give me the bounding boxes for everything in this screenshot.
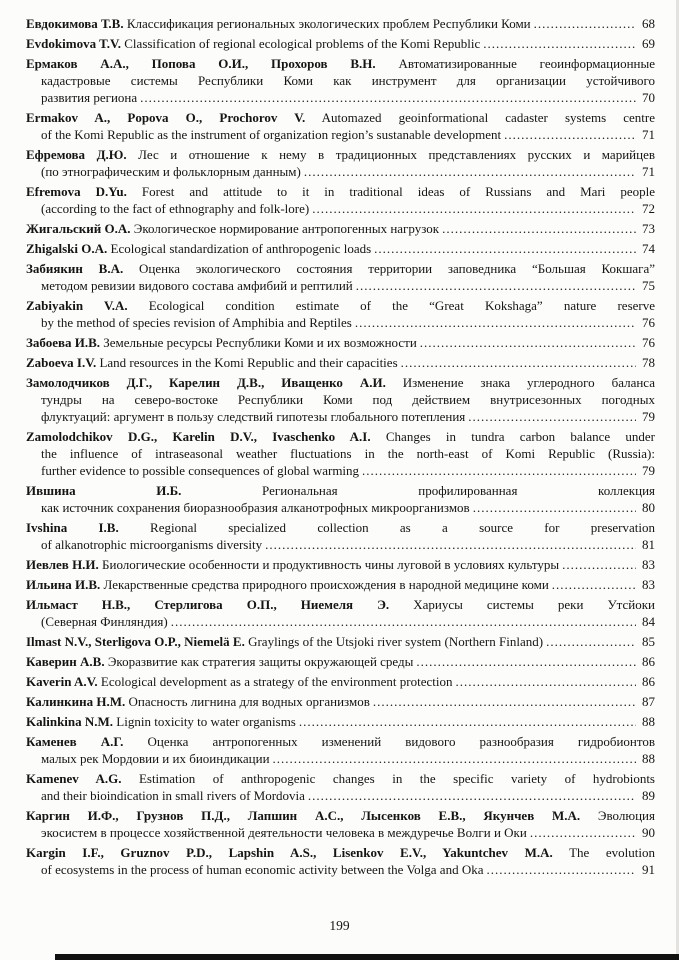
toc-entry: [26, 240, 655, 257]
leader-dots: [420, 334, 636, 351]
entry-text: Evdokimova T.V. Classification of regional ecological problems of the Komi Republic: [26, 36, 481, 51]
entry-text: Zhigalski O.A. Ecological standardization of anthropogenic loads: [26, 241, 372, 256]
entry-page-number: 83: [642, 577, 655, 592]
toc-entry: [26, 15, 655, 32]
leader-dots: [362, 462, 636, 479]
toc-entry-line: [26, 72, 655, 89]
leader-dots: [312, 200, 636, 217]
leader-dots: [273, 750, 636, 767]
toc-entry-line: [26, 163, 655, 180]
entry-text: Efremova D.Yu. Forest and attitude to it in traditional ideas of Russians and Mari people: [26, 184, 655, 199]
toc-entry-line: [26, 844, 655, 861]
toc-entry-line: [26, 556, 655, 573]
entry-text: развития региона: [41, 90, 138, 105]
toc-entry-line: [26, 55, 655, 72]
leader-dots: [456, 673, 637, 690]
entry-page-number: 71: [642, 164, 655, 179]
toc-entry-line: [26, 391, 655, 408]
toc-entry-line: [26, 861, 655, 878]
toc-entry: [26, 146, 655, 180]
entry-text: Ermakov A., Popova O., Prochorov V. Automazed geoinformational cadaster systems centre: [26, 110, 655, 125]
entry-text: малых рек Мордовии и их биоиндикации: [41, 751, 270, 766]
toc-entry: [26, 673, 655, 690]
toc-entry-line: [26, 653, 655, 670]
entry-text: Ефремова Д.Ю. Лес и отношение к нему в традиционных представлениях русских и марийцев: [26, 147, 655, 162]
entry-authors: Ильмаст Н.В., Стерлигова О.П., Ниемеля Э.: [26, 597, 390, 612]
entry-authors: Evdokimova T.V.: [26, 36, 122, 51]
entry-authors: Забоева И.В.: [26, 335, 101, 350]
leader-dots: [299, 713, 636, 730]
toc-entry-line: [26, 146, 655, 163]
entry-page-number: 79: [642, 409, 655, 424]
toc-entry-line: [26, 613, 655, 630]
entry-text: Жигальский О.А. Экологическое нормирование антропогенных нагрузок: [26, 221, 440, 236]
entry-authors: Каверин А.В.: [26, 654, 105, 669]
entry-text: Каргин И.Ф., Грузнов П.Д., Лапшин А.С., Лысенков Е.В., Якунчев М.А. Эволюция: [26, 808, 655, 823]
toc-entry-line: [26, 750, 655, 767]
toc-entry-line: [26, 713, 655, 730]
toc-entries: [26, 15, 655, 881]
toc-entry: [26, 297, 655, 331]
toc-entry: [26, 482, 655, 516]
entry-text: by the method of species revision of Amphibia and Reptiles: [41, 315, 352, 330]
entry-text: Kargin I.F., Gruznov P.D., Lapshin A.S., Lisenkov E.V., Yakuntchev M.A. The evolution: [26, 845, 655, 860]
toc-entry-line: [26, 183, 655, 200]
toc-entry-line: [26, 240, 655, 257]
toc-entry: [26, 354, 655, 371]
entry-page-number: 72: [642, 201, 655, 216]
entry-text: Ilmast N.V., Sterligova O.P., Niemelä E. Graylings of the Utsjoki river system (Northern Finland): [26, 634, 544, 649]
leader-dots: [401, 354, 636, 371]
entry-text: Kaverin A.V. Ecological development as a strategy of the environment protection: [26, 674, 453, 689]
entry-page-number: 78: [642, 355, 655, 370]
entry-text: Евдокимова Т.В. Классификация региональных экологических проблем Республики Коми: [26, 16, 531, 31]
toc-entry: [26, 519, 655, 553]
toc-entry-line: [26, 15, 655, 32]
entry-authors: Ilmast N.V., Sterligova O.P., Niemelä E.: [26, 634, 245, 649]
toc-entry-line: [26, 519, 655, 536]
entry-text: (Северная Финляндия): [41, 614, 168, 629]
toc-entry: [26, 556, 655, 573]
toc-entry-line: [26, 109, 655, 126]
entry-authors: Efremova D.Yu.: [26, 184, 127, 199]
entry-text: (по этнографическим и фольклорным данным): [41, 164, 301, 179]
entry-text: Kamenev A.G. Estimation of anthropogenic changes in the specific variety of hydrobionts: [26, 771, 655, 786]
toc-entry-line: [26, 314, 655, 331]
toc-entry: [26, 807, 655, 841]
toc-entry-line: [26, 200, 655, 217]
toc-entry: [26, 428, 655, 479]
entry-page-number: 86: [642, 674, 655, 689]
leader-dots: [473, 499, 636, 516]
toc-entry-line: [26, 596, 655, 613]
entry-text: Zaboeva I.V. Land resources in the Komi Republic and their capacities: [26, 355, 398, 370]
entry-authors: Жигальский О.А.: [26, 221, 131, 236]
entry-text: как источник сохранения биоразнообразия алканотрофных микроорганизмов: [41, 500, 470, 515]
toc-entry: [26, 596, 655, 630]
toc-entry-line: [26, 499, 655, 516]
entry-page-number: 71: [642, 127, 655, 142]
entry-authors: Ермаков А.А., Попова О.И., Прохоров В.Н.: [26, 56, 376, 71]
entry-text: тундры на северо-востоке Республики Коми под действием внутрисезонных погодных: [41, 392, 655, 407]
leader-dots: [546, 633, 636, 650]
entry-text: Ильмаст Н.В., Стерлигова О.П., Ниемеля Э. Хариусы системы реки Утсйоки: [26, 597, 655, 612]
entry-text: (according to the fact of ethnography and folk-lore): [41, 201, 310, 216]
entry-authors: Ефремова Д.Ю.: [26, 147, 127, 162]
entry-authors: Евдокимова Т.В.: [26, 16, 124, 31]
leader-dots: [171, 613, 636, 630]
leader-dots: [304, 163, 636, 180]
entry-page-number: 68: [642, 16, 655, 31]
toc-entry-line: [26, 354, 655, 371]
leader-dots: [416, 653, 636, 670]
toc-entry-line: [26, 633, 655, 650]
entry-text: and their bioindication in small rivers of Mordovia: [41, 788, 305, 803]
toc-entry: [26, 374, 655, 425]
entry-authors: Zamolodchikov D.G., Karelin D.V., Ivaschenko A.I.: [26, 429, 371, 444]
entry-text: Ivshina I.B. Regional specialized collection as a source for preservation: [26, 520, 656, 535]
toc-entry: [26, 844, 655, 878]
entry-page-number: 70: [642, 90, 655, 105]
toc-entry-line: [26, 733, 655, 750]
toc-entry-line: [26, 787, 655, 804]
entry-page-number: 84: [642, 614, 655, 629]
leader-dots: [468, 408, 636, 425]
entry-text: Zamolodchikov D.G., Karelin D.V., Ivaschenko A.I. Changes in tundra carbon balance under: [26, 429, 655, 444]
entry-page-number: 89: [642, 788, 655, 803]
entry-text: кадастровые системы Республики Коми как инструмент для организации устойчивого: [41, 73, 655, 88]
entry-text: Забоева И.В. Земельные ресурсы Республики Коми и их возможности: [26, 335, 417, 350]
entry-text: Каверин А.В. Экоразвитие как стратегия защиты окружающей среды: [26, 654, 414, 669]
entry-authors: Zaboeva I.V.: [26, 355, 97, 370]
entry-authors: Калинкина Н.М.: [26, 694, 126, 709]
toc-entry-line: [26, 693, 655, 710]
footer-page-number: 199: [329, 918, 350, 933]
toc-entry-line: [26, 220, 655, 237]
entry-authors: Ivshina I.B.: [26, 520, 119, 535]
toc-entry-line: [26, 428, 655, 445]
entry-page-number: 90: [642, 825, 655, 840]
toc-entry: [26, 733, 655, 767]
toc-entry-line: [26, 334, 655, 351]
entry-text: of the Komi Republic as the instrument of organization region’s sustanable development: [41, 127, 502, 142]
toc-entry-line: [26, 576, 655, 593]
leader-dots: [308, 787, 636, 804]
entry-authors: Каргин И.Ф., Грузнов П.Д., Лапшин А.С., Лысенков Е.В., Якунчев М.А.: [26, 808, 581, 823]
entry-text: further evidence to possible consequences of global warming: [41, 463, 360, 478]
toc-entry-line: [26, 408, 655, 425]
entry-page-number: 91: [642, 862, 655, 877]
leader-dots: [265, 536, 636, 553]
toc-entry-line: [26, 673, 655, 690]
entry-page-number: 76: [642, 315, 655, 330]
toc-entry-line: [26, 297, 655, 314]
entry-authors: Zabiyakin V.A.: [26, 298, 128, 313]
scan-edge-artifact: [55, 954, 679, 960]
entry-text: Каменев А.Г. Оценка антропогенных изменений видового разнообразия гидробионтов: [26, 734, 656, 749]
leader-dots: [552, 576, 636, 593]
leader-dots: [356, 277, 636, 294]
toc-entry: [26, 109, 655, 143]
leader-dots: [442, 220, 636, 237]
entry-text: флуктуаций: аргумент в пользу следствий гипотезы глобального потепления: [41, 409, 466, 424]
toc-entry-line: [26, 770, 655, 787]
entry-text: экосистем в процессе хозяйственной деятельности человека в междуречье Волги и Оки: [41, 825, 527, 840]
entry-page-number: 74: [642, 241, 655, 256]
entry-text: Забиякин В.А. Оценка экологического состояния территории заповедника “Большая Кокшага”: [26, 261, 655, 276]
leader-dots: [504, 126, 636, 143]
leader-dots: [355, 314, 636, 331]
entry-authors: Ильина И.В.: [26, 577, 101, 592]
entry-authors: Иевлев Н.И.: [26, 557, 99, 572]
entry-page-number: 75: [642, 278, 655, 293]
entry-text: Калинкина Н.М. Опасность лигнина для водных организмов: [26, 694, 370, 709]
toc-entry-line: [26, 824, 655, 841]
entry-authors: Замолодчиков Д.Г., Карелин Д.В., Иващенко А.И.: [26, 375, 386, 390]
entry-authors: Ermakov A., Popova O., Prochorov V.: [26, 110, 306, 125]
entry-text: Kalinkina N.M. Lignin toxicity to water organisms: [26, 714, 296, 729]
leader-dots: [374, 240, 636, 257]
toc-entry: [26, 334, 655, 351]
entry-authors: Забиякин В.А.: [26, 261, 124, 276]
toc-entry: [26, 576, 655, 593]
toc-entry-line: [26, 462, 655, 479]
entry-page-number: 88: [642, 751, 655, 766]
toc-entry-line: [26, 277, 655, 294]
entry-authors: Каменев А.Г.: [26, 734, 124, 749]
toc-entry: [26, 653, 655, 670]
toc-entry-line: [26, 482, 655, 499]
entry-text: Ившина И.Б. Региональная профилированная коллекция: [26, 483, 655, 498]
entry-text: методом ревизии видового состава амфибий и рептилий: [41, 278, 353, 293]
toc-entry: [26, 55, 655, 106]
entry-page-number: 79: [642, 463, 655, 478]
toc-entry-line: [26, 445, 655, 462]
entry-page-number: 87: [642, 694, 655, 709]
toc-entry: [26, 770, 655, 804]
toc-entry-line: [26, 536, 655, 553]
entry-text: of ecosystems in the process of human economic activity between the Volga and Oka: [41, 862, 484, 877]
entry-text: Замолодчиков Д.Г., Карелин Д.В., Иващенко А.И. Изменение знака углеродного баланса: [26, 375, 655, 390]
entry-page-number: 69: [642, 36, 655, 51]
entry-authors: Kalinkina N.M.: [26, 714, 114, 729]
entry-page-number: 81: [642, 537, 655, 552]
entry-page-number: 88: [642, 714, 655, 729]
toc-entry: [26, 260, 655, 294]
toc-entry: [26, 35, 655, 52]
entry-text: the influence of intraseasonal weather fluctuations in the north-east of Komi Republic (Russia):: [41, 446, 655, 461]
entry-text: Zabiyakin V.A. Ecological condition estimate of the “Great Kokshaga” nature reserve: [26, 298, 655, 313]
entry-page-number: 85: [642, 634, 655, 649]
leader-dots: [534, 15, 636, 32]
toc-entry: [26, 220, 655, 237]
toc-entry-line: [26, 807, 655, 824]
entry-authors: Kargin I.F., Gruznov P.D., Lapshin A.S., Lisenkov E.V., Yakuntchev M.A.: [26, 845, 553, 860]
entry-page-number: 86: [642, 654, 655, 669]
entry-text: Ермаков А.А., Попова О.И., Прохоров В.Н. Автоматизированные геоинформационные: [26, 56, 655, 71]
entry-page-number: 83: [642, 557, 655, 572]
leader-dots: [530, 824, 636, 841]
toc-entry-line: [26, 374, 655, 391]
toc-entry: [26, 633, 655, 650]
leader-dots: [562, 556, 636, 573]
toc-entry-line: [26, 260, 655, 277]
entry-authors: Kamenev A.G.: [26, 771, 122, 786]
entry-text: of alkanotrophic microorganisms diversity: [41, 537, 263, 552]
toc-entry-line: [26, 126, 655, 143]
leader-dots: [486, 861, 636, 878]
leader-dots: [373, 693, 636, 710]
toc-entry-line: [26, 89, 655, 106]
entry-authors: Zhigalski O.A.: [26, 241, 108, 256]
entry-authors: Ившина И.Б.: [26, 483, 182, 498]
entry-page-number: 73: [642, 221, 655, 236]
toc-entry: [26, 183, 655, 217]
entry-text: Ильина И.В. Лекарственные средства природного происхождения в народной медицине коми: [26, 577, 549, 592]
leader-dots: [483, 35, 636, 52]
entry-authors: Kaverin A.V.: [26, 674, 98, 689]
entry-text: Иевлев Н.И. Биологические особенности и продуктивность чины луговой в условиях культуры: [26, 557, 560, 572]
toc-entry: [26, 693, 655, 710]
entry-page-number: 80: [642, 500, 655, 515]
entry-page-number: 76: [642, 335, 655, 350]
toc-entry-line: [26, 35, 655, 52]
leader-dots: [140, 89, 636, 106]
toc-entry: [26, 713, 655, 730]
